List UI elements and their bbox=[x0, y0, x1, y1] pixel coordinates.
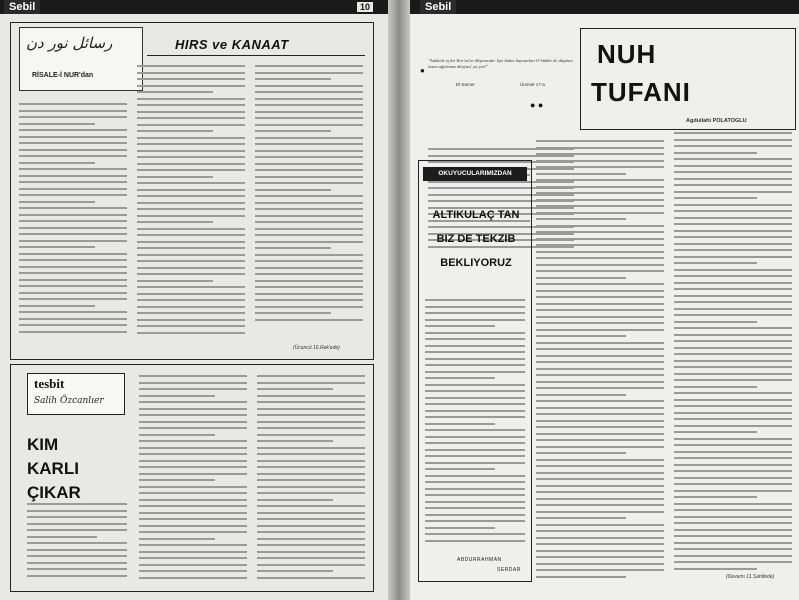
tesbit-author: Salih Özcanlıer bbox=[34, 396, 104, 406]
reader-banner: OKUYUCULARIMIZDAN bbox=[423, 167, 527, 181]
nuh-title-line-1: NUH bbox=[597, 39, 657, 69]
nuh-source: (Devamı 11.Sahifede) bbox=[726, 574, 775, 580]
tesbit-title-line-1: KIM bbox=[27, 435, 59, 454]
reader-headline-line-1: ALTIKULAÇ TAN bbox=[432, 209, 520, 221]
tesbit-logo-word: tesbit bbox=[34, 376, 65, 391]
right-top-bar bbox=[410, 0, 799, 14]
risale-logo bbox=[19, 27, 143, 91]
reader-signature-role: SERDAR bbox=[497, 567, 521, 573]
title-rule bbox=[147, 55, 365, 56]
left-top-bar bbox=[0, 0, 388, 14]
risale-article-title: HIRS ve KANAAT bbox=[175, 37, 289, 52]
reader-headline bbox=[423, 203, 529, 275]
quote-block bbox=[428, 58, 578, 100]
nuh-title-box bbox=[580, 28, 796, 130]
risale-column-3 bbox=[255, 65, 363, 335]
tesbit-title-line-2: KARLI bbox=[27, 459, 79, 478]
left-section-title: Sebil bbox=[4, 0, 40, 14]
page-gutter bbox=[388, 0, 410, 600]
nuh-column-right bbox=[674, 132, 792, 572]
risale-column-1 bbox=[19, 103, 127, 349]
right-page bbox=[410, 0, 799, 600]
tesbit-column-2 bbox=[139, 375, 247, 583]
quote-sign: Ümmet 17-a bbox=[520, 82, 545, 87]
nuh-title-line-2: TUFANI bbox=[591, 77, 691, 107]
tesbit-logo bbox=[27, 373, 125, 415]
reader-signature-name: ABDURRAHMAN bbox=[457, 557, 502, 563]
reader-headline-line-3: BEKLIYORUZ bbox=[440, 257, 512, 269]
quote-text: "Adaletle iş bir Kur'an'ın dilşinasıdır. İşte bakın hayvanları O hiddet ile düşünce insan ağartmaz dünyası' ya yoz!" bbox=[428, 58, 574, 69]
tesbit-title bbox=[27, 433, 81, 505]
risale-box bbox=[10, 22, 374, 360]
right-section-title: Sebil bbox=[420, 0, 456, 14]
bullet-dots-mid: ● ● bbox=[530, 100, 544, 110]
reader-body bbox=[425, 299, 525, 549]
nuh-column-middle bbox=[536, 140, 664, 580]
reader-headline-line-2: BIZ DE TEKZIB bbox=[436, 233, 516, 245]
nuh-author: Agduilahi POLATOGLU bbox=[686, 118, 747, 124]
left-page-number: 10 bbox=[357, 2, 373, 12]
bullet-dots-left: ● bbox=[420, 66, 425, 75]
tesbit-title-line-3: ÇIKAR bbox=[27, 483, 81, 502]
reader-box bbox=[418, 160, 532, 582]
risale-source: (Ücuncü 16.Rek'ede) bbox=[293, 345, 340, 351]
risale-label: RİSALE-İ NUR'dan bbox=[32, 72, 94, 79]
tesbit-box bbox=[10, 364, 374, 592]
tesbit-column-3 bbox=[257, 375, 365, 583]
left-page bbox=[0, 0, 388, 600]
risale-column-2 bbox=[137, 65, 245, 349]
risale-calligraphy: رسائل نور دن bbox=[26, 34, 113, 52]
quote-book: El-Sümer bbox=[456, 82, 475, 87]
tesbit-column-1 bbox=[27, 503, 127, 583]
